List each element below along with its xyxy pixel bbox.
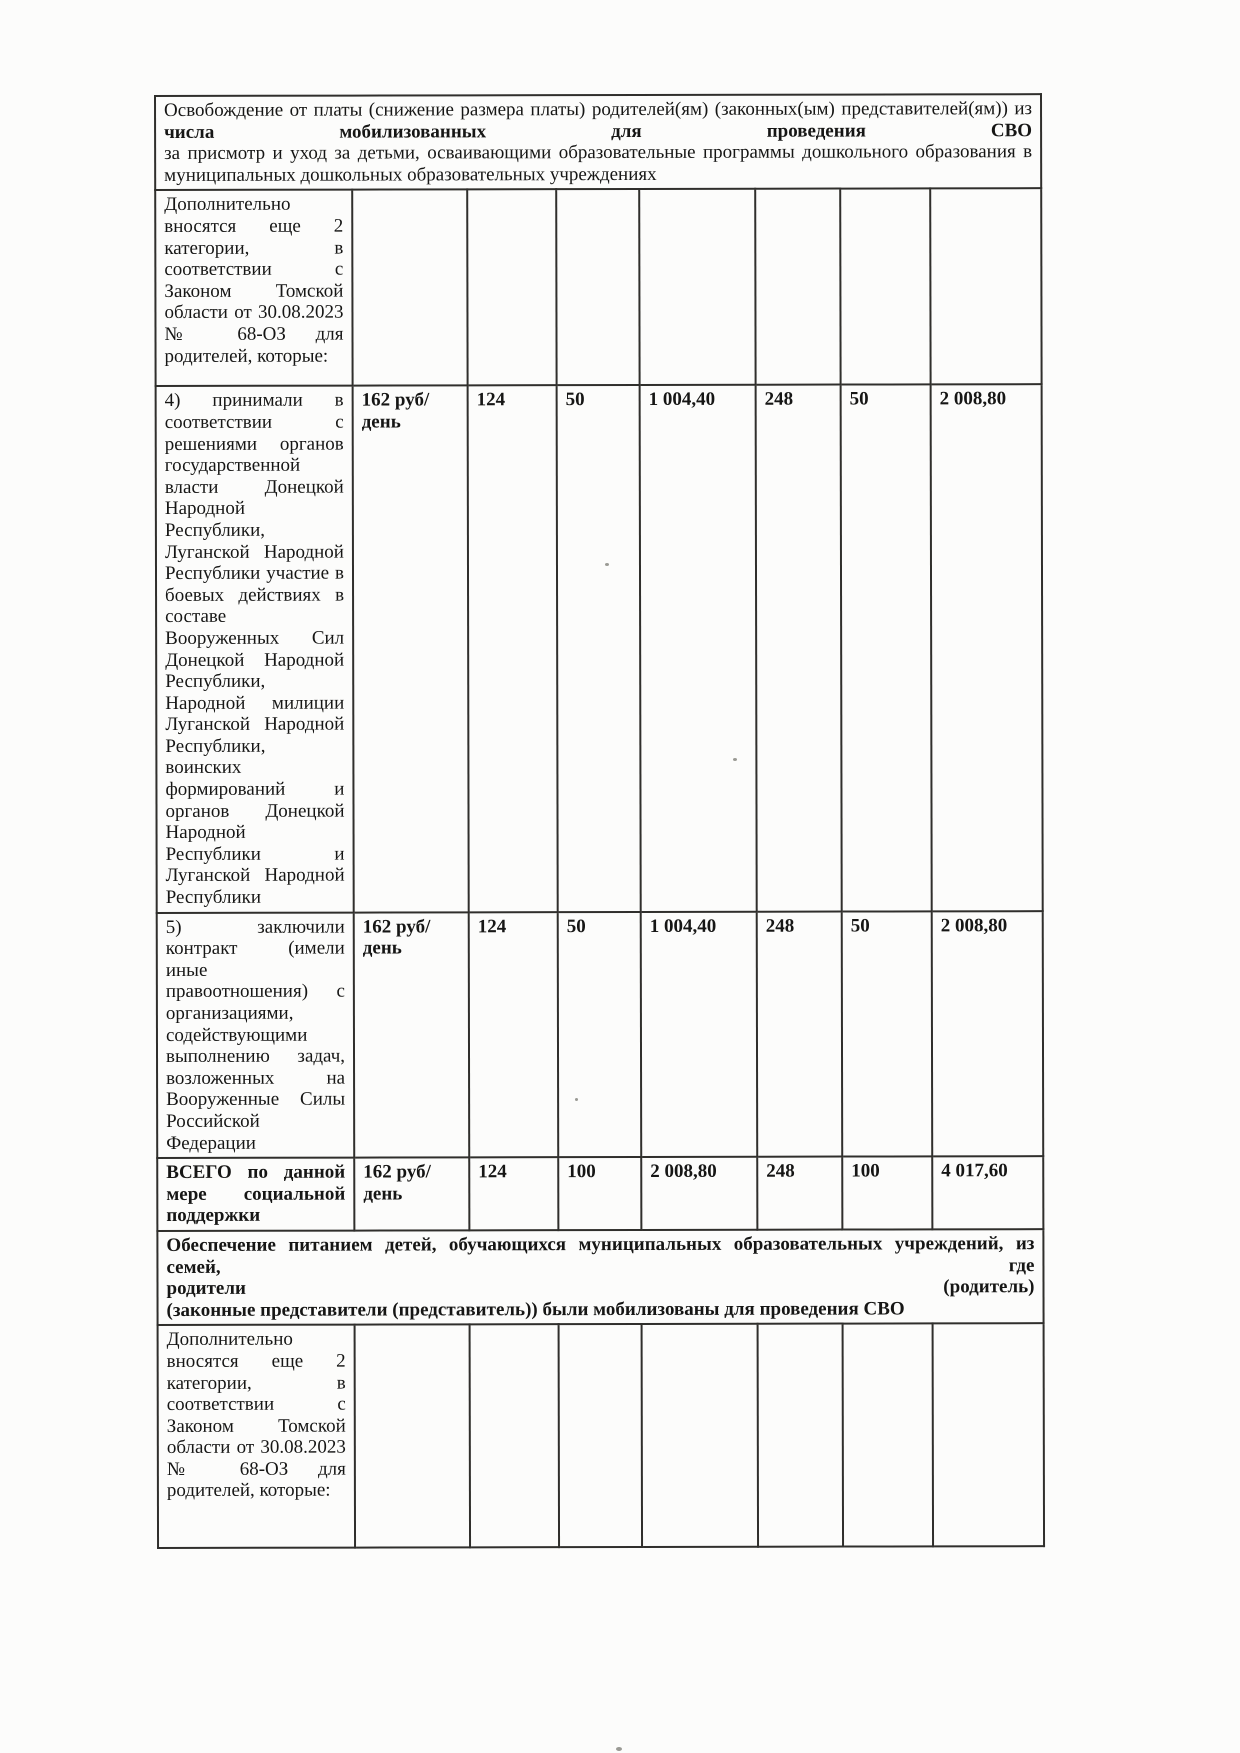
value-cell	[559, 1324, 642, 1547]
section2-title-line3: (законные представители (представитель)) были мобилизованы для проведения СВО	[166, 1298, 905, 1321]
value-cell: 50	[557, 385, 641, 911]
row-category-4	[156, 385, 1043, 913]
total-value-cell: 2 008,80	[641, 1157, 757, 1230]
value-cell: 2 008,80	[932, 911, 1044, 1157]
title-word: (родитель)	[943, 1276, 1035, 1298]
social-support-table	[154, 93, 1045, 1549]
value-cell	[470, 1324, 559, 1547]
value-cell	[556, 189, 639, 385]
label-cell: 5) заключили контракт (имели иные правоотношения) с организациями, содействующими выполнению задач, возложенных на Вооруженные Силы Российской Федерации	[157, 912, 355, 1158]
value-cell	[352, 190, 467, 386]
total-value-cell-daily-rate: 162 руб/день	[354, 1157, 469, 1230]
section2-header-row	[157, 1229, 1043, 1325]
value-cell	[639, 189, 755, 385]
label-cell: Дополнительно вносятся еще 2 категории, в соответствии с Законом Томской области от 30.08.2023 № 68-ОЗ для родителей, которые:	[155, 190, 352, 386]
value-cell: 124	[468, 386, 558, 912]
value-cell: 248	[757, 911, 843, 1157]
section1-header-row	[155, 94, 1041, 190]
title-word: для	[611, 120, 642, 142]
title-word: СВО	[990, 119, 1033, 141]
section1-title-cell	[155, 94, 1041, 190]
title-word: мобилизованных	[339, 120, 487, 143]
value-cell: 2 008,80	[931, 385, 1043, 911]
value-cell-daily-rate: 162 руб/день	[353, 386, 469, 912]
section1-title-line4: муниципальных дошкольных образовательных учреждениях	[164, 163, 657, 186]
title-word: родители	[166, 1277, 246, 1300]
title-word: проведения	[766, 120, 866, 142]
value-cell	[933, 1323, 1044, 1546]
section2-title-cell	[157, 1229, 1043, 1325]
value-cell	[755, 189, 840, 385]
value-cell	[758, 1324, 843, 1547]
scan-speck	[616, 1747, 622, 1751]
value-cell: 1 004,40	[640, 385, 757, 911]
total-value-cell: 4 017,60	[932, 1156, 1043, 1229]
section2-title-line1: Обеспечение питанием детей, обучающихся муниципальных образовательных учреждений, из семей, где	[166, 1233, 1035, 1278]
total-value-cell: 100	[558, 1157, 641, 1230]
section1-title-line2	[164, 120, 1032, 143]
value-cell	[467, 190, 556, 386]
value-cell	[843, 1324, 933, 1547]
value-cell: 1 004,40	[641, 911, 758, 1157]
value-cell	[355, 1325, 470, 1548]
section1-title-line3: за присмотр и уход за детьми, осваивающими образовательные программы дошкольного образования в	[164, 141, 1033, 165]
value-cell	[930, 189, 1041, 385]
value-cell-daily-rate: 162 руб/день	[354, 912, 470, 1158]
scan-speck	[605, 563, 609, 566]
total-value-cell: 248	[757, 1157, 842, 1230]
value-cell: 50	[841, 385, 932, 911]
label-cell: Дополнительно вносятся еще 2 категории, в соответствии с Законом Томской области от 30.08.2023 № 68-ОЗ для родителей, которые:	[158, 1325, 355, 1548]
value-cell: 124	[469, 912, 559, 1158]
label-cell: 4) принимали в соответствии с решениями органов государственной власти Донецкой Народной Республики, Луганской Народной Республики участие в боевых действиях в составе Вооруженных Сил Донецкой Народной Республики, Народной милиции Луганской Народной Республики, воинских формирований и органов Донецкой Народной Республики и Луганской Народной Республики	[156, 386, 354, 913]
value-cell	[642, 1324, 758, 1547]
total-value-cell: 124	[469, 1157, 558, 1230]
section1-title-line1: Освобождение от платы (снижение размера платы) родителей(ям) (законных(ым) представителей(ям)) из	[164, 98, 1033, 121]
scan-speck	[575, 1098, 578, 1101]
value-cell: 50	[842, 911, 933, 1157]
total-label-cell: ВСЕГО по данной мере социальной поддержки	[157, 1158, 354, 1231]
row-total	[157, 1156, 1043, 1231]
row-additional-categories-1	[155, 189, 1041, 387]
value-cell: 248	[756, 385, 842, 911]
section2-title-line2	[166, 1276, 1034, 1299]
value-cell	[840, 189, 930, 385]
title-word: числа	[164, 121, 215, 143]
row-additional-categories-2	[158, 1323, 1044, 1548]
total-value-cell: 100	[842, 1157, 932, 1230]
value-cell: 50	[558, 912, 642, 1158]
row-category-5	[157, 911, 1044, 1158]
scan-speck	[733, 758, 737, 761]
